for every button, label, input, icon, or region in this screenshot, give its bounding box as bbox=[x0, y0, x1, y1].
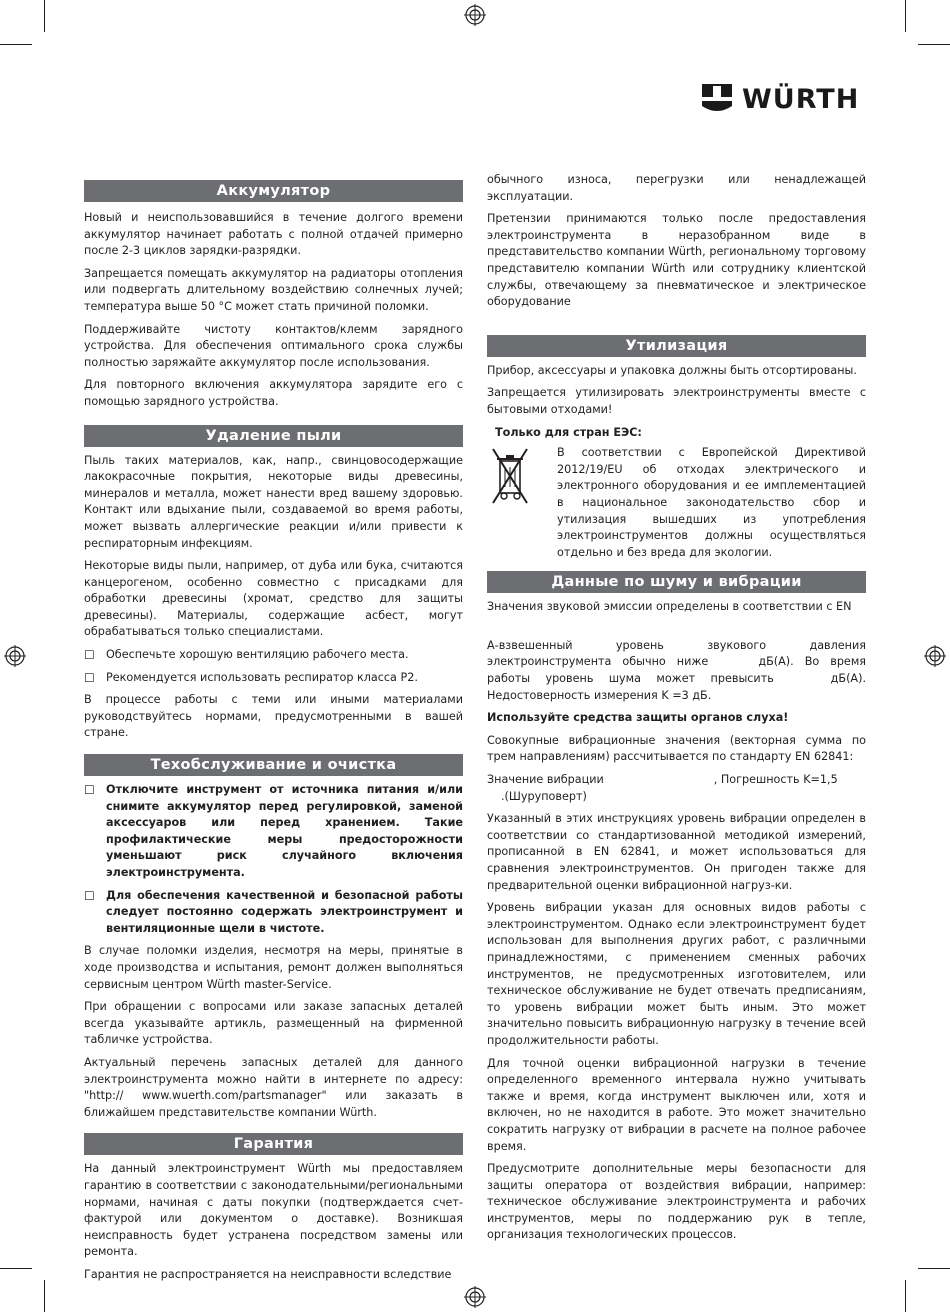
paragraph: На данный электроинструмент Würth мы предоставляем гарантию в соответствии с законодательными/региональными нормами, начиная с даты покупки (подтверждается счет-фактурой или документом о доставке). Возникшая неисправность будет устранена посредством замены или ремонта. bbox=[84, 1162, 463, 1259]
paragraph: Запрещается утилизировать электроинструменты вместе с бытовыми отходами! bbox=[487, 386, 866, 416]
right-column bbox=[487, 172, 866, 1250]
paragraph: Некоторые виды пыли, например, от дуба или бука, считаются канцерогеном, особенно совместно с присадками для обработки древесины (хромат, средство для защиты древесины). Материалы, содержащие асбест, могут обрабатываться только специалистами. bbox=[84, 559, 463, 639]
paragraph bbox=[487, 638, 866, 704]
paragraph: В случае поломки изделия, несмотря на меры, принятые в ходе производства и испытания, ремонт должен выполняться сервисным центром Würth master-Service. bbox=[84, 944, 463, 991]
section-header-warranty: Гарантия bbox=[84, 1133, 463, 1155]
paragraph: Запрещается помещать аккумулятор на радиаторы отопления или подвергать длительному воздействию солнечных лучей; температура выше 50 °C может стать причиной поломки. bbox=[84, 266, 463, 313]
paragraph: Прибор, аксессуары и упаковка должны быть отсортированы. bbox=[487, 363, 857, 377]
checkbox-square-icon: ☐ bbox=[84, 888, 95, 903]
paragraph bbox=[487, 772, 866, 805]
crop-mark bbox=[44, 0, 45, 32]
crop-mark bbox=[918, 1268, 950, 1269]
crossed-out-wheelie-bin-icon bbox=[487, 445, 533, 507]
paragraph: Новый и неиспользовавшийся в течение долгого времени аккумулятор начинает работать с полной отдачей примерно после 2-3 циклов зарядки-разрядки. bbox=[84, 211, 463, 258]
crop-mark bbox=[0, 44, 32, 45]
paragraph: Актуальный перечень запасных деталей для данного электроинструмента можно найти в интернете по адресу: "http:// www.wuerth.com/partsmanager" или заказать в ближайшем представительстве компании Würth. bbox=[84, 1055, 463, 1119]
list-item: ☐ Обеспечьте хорошую вентиляцию рабочего места. bbox=[84, 648, 409, 663]
section-header-dust: Удаление пыли bbox=[84, 425, 463, 447]
checkbox-square-icon: ☐ bbox=[84, 670, 95, 685]
section-header-disposal: Утилизация bbox=[487, 335, 866, 357]
registration-mark-icon bbox=[464, 1286, 486, 1308]
checkbox-square-icon: ☐ bbox=[84, 783, 95, 798]
paragraph: Для повторного включения аккумулятора зарядите его с помощью зарядного устройства. bbox=[84, 378, 463, 408]
paragraph: Уровень вибрации указан для основных видов работы с электроинструментом. Однако если электроинструмент будет использован для выполнения других работ, с различными принадлежностями, с применением сменных рабочих инструментов, не предусмотренных изготовителем, или техническое обслуживание не будет отвечать предписаниям, то уровень вибрации может быть иным. Это может значительно повысить вибрационную нагрузку в течение всей продолжительности работы. bbox=[487, 901, 866, 1047]
section-header-battery: Аккумулятор bbox=[84, 180, 463, 202]
section-header-noise: Данные по шуму и вибрации bbox=[487, 571, 866, 593]
crop-mark bbox=[905, 1280, 906, 1312]
wurth-logo bbox=[700, 82, 859, 116]
text-span: дБ(А). Недостоверность измерения K =3 дБ. bbox=[487, 672, 867, 702]
paragraph: Пыль таких материалов, как, напр., свинцовосодержащие лакокрасочные покрытия, некоторые виды древесины, минералов и металла, может нанести вред вашему здоровью. Контакт или вдыхание пыли, создаваемой во время работы, может вызвать аллергические реакции и/или привести к респираторным инфекциям. bbox=[84, 453, 463, 550]
crop-mark bbox=[44, 1280, 45, 1312]
paragraph-bold: Используйте средства защиты органов слуха! bbox=[487, 711, 789, 725]
list-item: ☐ Для обеспечения качественной и безопасной работы следует постоянно содержать электроинструмент и вентиляционные щели в чистоте. bbox=[84, 888, 463, 938]
left-column bbox=[84, 180, 463, 1289]
paragraph: При обращении с вопросами или заказе запасных деталей всегда указывайте артикль, размещенный на фирменной табличке устройства. bbox=[84, 1000, 463, 1047]
text-span: , Погрешность K=1,5 bbox=[713, 773, 838, 787]
registration-mark-icon bbox=[464, 4, 486, 26]
paragraph: Совокупные вибрационные значения (векторная сумма по трем направлениям) рассчитывается по стандарту EN 62841: bbox=[487, 733, 866, 764]
text-span: .(Шуруповерт) bbox=[501, 789, 587, 803]
list-item: ☐ Отключите инструмент от источника питания и/или снимите аккумулятор перед регулировкой, заменой аксессуаров или перед хранением. Такие профилактические меры предосторожности уменьшают риск случайного включения электроинструмента. bbox=[84, 782, 463, 882]
text-span: А-взвешенный уровень звукового давления электроинструмента обычно ниже bbox=[487, 638, 866, 669]
checkbox-square-icon: ☐ bbox=[84, 648, 95, 663]
registration-mark-icon bbox=[924, 645, 946, 667]
crop-mark bbox=[918, 44, 950, 45]
list-item: ☐ Рекомендуется использовать респиратор класса Р2. bbox=[84, 670, 418, 685]
crop-mark bbox=[0, 1268, 32, 1269]
paragraph: Для точной оценки вибрационной нагрузки в течение определенного временного интервала нужно учитывать также и время, когда инструмент выключен или, хотя и включен, но не находится в работе. Это может значительно сократить нагрузку от вибрации в расчете на полное рабочее время. bbox=[487, 1056, 866, 1153]
crop-mark bbox=[905, 0, 906, 32]
brand-name: WÜRTH bbox=[742, 83, 860, 115]
paragraph: Предусмотрите дополнительные меры безопасности для защиты оператора от воздействия вибрации, например: техническое обслуживание электроинструмента и рабочих инструментов, меры по поддержанию рук в тепле, организация технологических процессов. bbox=[487, 1162, 866, 1242]
paragraph: Указанный в этих инструкциях уровень вибрации определен в соответствии со стандартизованной методикой измерений, прописанной в EN 62841, и может использоваться для сравнения электроинструментов. Он пригоден также для предварительной оценки вибрационной нагруз-ки. bbox=[487, 812, 866, 892]
wurth-logo-icon bbox=[700, 82, 734, 116]
paragraph: В процессе работы с теми или иными материалами руководствуйтесь нормами, предусмотренными в вашей стране. bbox=[84, 693, 463, 740]
eu-directive-text: В соответствии с Европейской Директивой 2012/19/EU об отходах электрического и электронного оборудования и ее имплементацией в национальное законодательство сбор и утилизация вышедших из употребления электроинструментов должны осуществляться отдельно и без вреда для экологии. bbox=[557, 446, 866, 559]
text-span: Значение вибрации bbox=[487, 773, 604, 787]
text-span: дБ(А). Во время работы уровень шума может превысить bbox=[487, 655, 866, 686]
registration-mark-icon bbox=[4, 645, 26, 667]
paragraph: обычного износа, перегрузки или ненадлежащей эксплуатации. bbox=[487, 173, 866, 203]
paragraph: Значения звуковой эмиссии определены в соответствии с EN bbox=[487, 600, 852, 614]
weee-block bbox=[487, 445, 866, 561]
section-header-maintenance: Техобслуживание и очистка bbox=[84, 754, 463, 776]
paragraph: Поддерживайте чистоту контактов/клемм зарядного устройства. Для обеспечения оптимального срока службы полностью заряжайте аккумулятор после использования. bbox=[84, 322, 463, 369]
eu-heading: Только для стран ЕЭС: bbox=[495, 425, 642, 439]
paragraph: Гарантия не распространяется на неисправности вследствие bbox=[84, 1267, 452, 1281]
paragraph: Претензии принимаются только после предоставления электроинструмента в неразобранном виде в представительство компании Würth, региональному торговому представителю компании Würth или сотруднику клиентской службы, отвечающему за пневматическое и электрическое оборудование bbox=[487, 212, 866, 309]
